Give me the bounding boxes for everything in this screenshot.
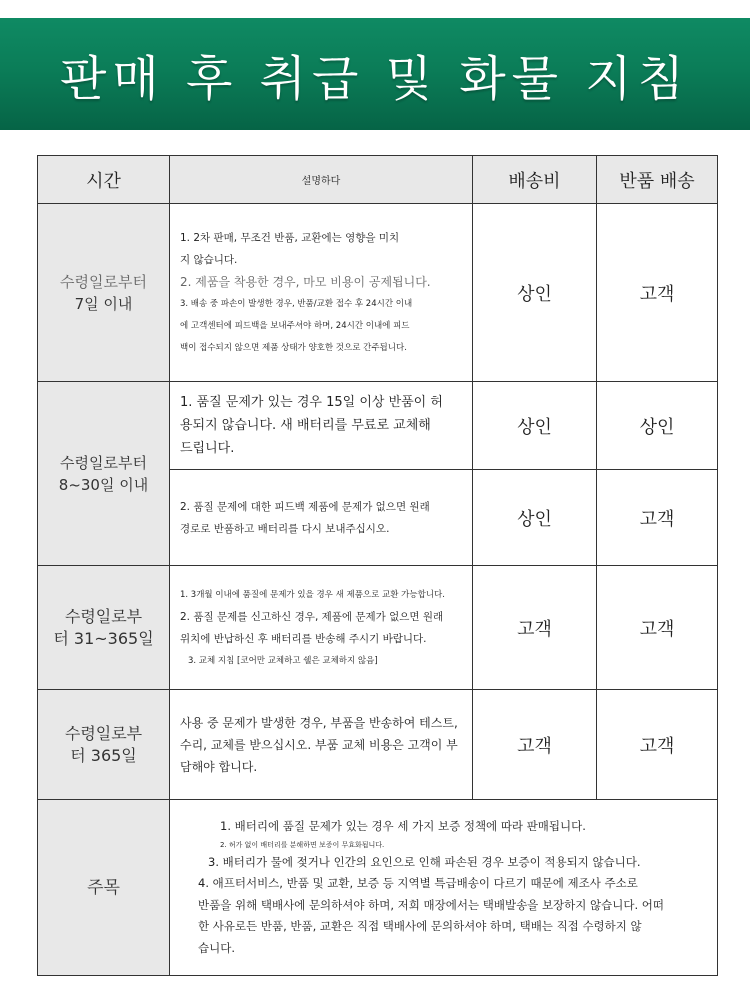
row4-time: 수령일로부 터 31~365일 [38, 566, 170, 690]
row3-description: 2. 품질 문제에 대한 피드백 제품에 문제가 없으면 원래 경로로 반품하고 배터리를 다시 보내주십시오. [170, 470, 473, 566]
header-time: 시간 [38, 156, 170, 204]
row1-time: 수령일로부터 7일 이내 [38, 204, 170, 382]
row5-description: 사용 중 문제가 발생한 경우, 부품을 반송하여 테스트, 수리, 교체를 받으십시오. 부품 교체 비용은 고객이 부 담해야 합니다. [170, 690, 473, 800]
policy-table [37, 155, 718, 976]
row4-shipping: 고객 [473, 566, 597, 690]
title-banner [0, 18, 750, 130]
header-shipping: 배송비 [473, 156, 597, 204]
page-title: 판매 후 취급 및 화물 지침 [60, 50, 690, 107]
row2-return: 상인 [597, 382, 717, 470]
row4-description: 1. 3개월 이내에 품질에 문제가 있을 경우 새 제품으로 교환 가능합니다. 2. 품질 문제를 신고하신 경우, 제품에 문제가 없으면 원래 위치에 반납하신 후 배터리를 반송해 주시기 바랍니다. 3. 교체 지침 [코어만 교체하고 쉘은 교체하지 않음] [170, 566, 473, 690]
row1-shipping: 상인 [473, 204, 597, 382]
notes-text: 1. 배터리에 품질 문제가 있는 경우 세 가지 보증 정책에 따라 판매됩니다. 2. 허가 없이 배터리를 분해하면 보증이 무효화됩니다. 3. 배터리가 물에 젖거나 인간의 요인으로 인해 파손된 경우 보증이 적용되지 않습니다. 4. 애프터서비스, 반품 및 교환, 보증 등 지역별 특급배송이 다르기 때문에 제조사 주소로 반품을 위해 택배사에 문의하셔야 하며, 저희 매장에서는 택배발송을 보장하지 않습니다. 어떠 한 사유로든 반품, 반품, 교환은 직접 택배사에 문의하셔야 하며, 택배는 직접 수령하지 않 습니다. [198, 819, 665, 955]
row2-description: 1. 품질 문제가 있는 경우 15일 이상 반품이 허 용되지 않습니다. 새 배터리를 무료로 교체해 드립니다. [170, 382, 473, 470]
row5-shipping: 고객 [473, 690, 597, 800]
row3-shipping: 상인 [473, 470, 597, 566]
row4-return: 고객 [597, 566, 717, 690]
row5-time: 수령일로부 터 365일 [38, 690, 170, 800]
row2-shipping: 상인 [473, 382, 597, 470]
row3-return: 고객 [597, 470, 717, 566]
notes-label: 주목 [38, 800, 170, 975]
row1-description: 1. 2차 판매, 무조건 반품, 교환에는 영향을 미치 지 않습니다. 2. 제품을 착용한 경우, 마모 비용이 공제됩니다. 3. 배송 중 파손이 발생한 경우, 반품/교환 접수 후 24시간 이내 에 고객센터에 피드백을 보내주셔야 하며, 24시간 이내에 피드 백이 접수되지 않으면 제품 상태가 양호한 것으로 간주됩니다. [170, 204, 473, 382]
row5-return: 고객 [597, 690, 717, 800]
header-return-shipping: 반품 배송 [597, 156, 717, 204]
header-description: 설명하다 [170, 156, 473, 204]
row1-return: 고객 [597, 204, 717, 382]
row2-time: 수령일로부터 8~30일 이내 [38, 382, 170, 566]
